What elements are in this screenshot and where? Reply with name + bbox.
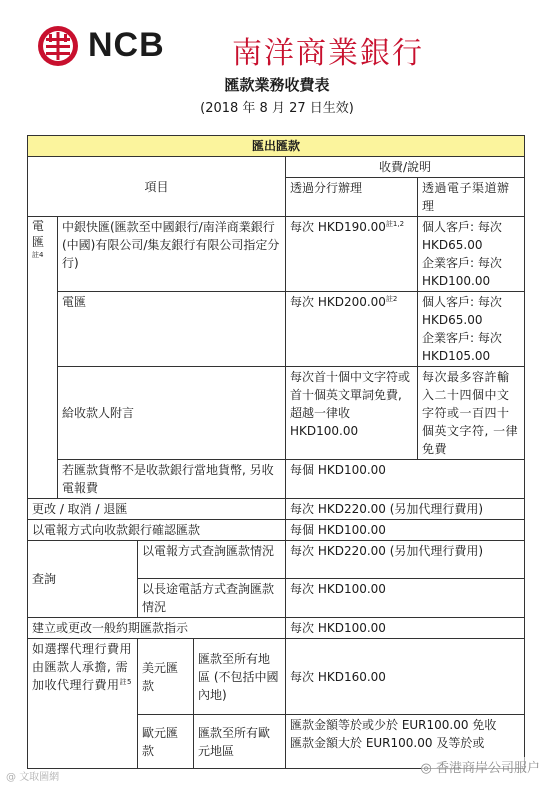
ebank-fee-cell	[418, 217, 525, 292]
fee-cell: 每次 HKD220.00 (另加代理行費用)	[286, 541, 525, 579]
weibo-icon: @	[6, 772, 16, 783]
watermark-right	[421, 757, 541, 776]
ebank-line: 企業客戶: 每次	[422, 331, 502, 345]
ebank-line: 個人客戶: 每次	[422, 220, 502, 234]
tt-label: 電匯	[32, 219, 45, 249]
fee-cell: 每次 HKD100.00	[286, 618, 525, 639]
table-row	[28, 499, 525, 520]
document-title: 匯款業務收費表	[224, 76, 330, 94]
item-cell: 中銀快匯(匯款至中國銀行/南洋商業銀行(中國)有限公司/集友銀行有限公司指定分行)	[58, 217, 286, 292]
watermark-left-text: 文取圖網	[19, 772, 60, 783]
agent-fee-label-text: 如選擇代理行費用由匯款人承擔, 需加收代理行費用	[32, 642, 133, 692]
item-cell: 以電報方式向收款銀行確認匯款	[28, 520, 286, 541]
ebank-line: HKD65.00	[422, 238, 483, 252]
currency-cell: 歐元匯款	[138, 715, 194, 769]
item-cell: 更改 / 取消 / 退匯	[28, 499, 286, 520]
wechat-icon: ◎	[420, 761, 432, 776]
table-row	[28, 367, 525, 460]
table-row	[28, 541, 525, 579]
fee-line: 匯款金額大於 EUR100.00 及等於或	[290, 736, 485, 750]
fee-note: 註1,2	[385, 220, 405, 228]
ebank-fee-cell: 每次最多容許輸入二十四個中文字符或一百四十個英文字符, 一律免費	[418, 367, 525, 460]
document-subtitle: (2018 年 8 月 27 日生效)	[200, 101, 354, 116]
table-row	[28, 520, 525, 541]
table-row	[28, 618, 525, 639]
ebank-line: HKD100.00	[422, 274, 491, 288]
item-cell: 以長途電話方式查詢匯款情況	[138, 579, 286, 618]
fee-cell: 每次 HKD220.00 (另加代理行費用)	[286, 499, 525, 520]
table-header-row	[28, 157, 525, 178]
fee-cell: 每個 HKD100.00	[286, 460, 525, 499]
ebank-line: 個人客戶: 每次	[422, 295, 502, 309]
bank-header	[36, 22, 516, 71]
header-ebank: 透過電子渠道辦理	[418, 178, 525, 217]
ncb-logo-icon	[36, 24, 80, 68]
item-cell: 電匯	[58, 292, 286, 367]
brand-name-cn: 南洋商業銀行	[232, 36, 424, 71]
branch-fee-cell: 每次首十個中文字符或首十個英文單詞免費, 超越一律收 HKD100.00	[286, 367, 418, 460]
fee-cell: 每個 HKD100.00	[286, 520, 525, 541]
section-header-row	[28, 136, 525, 157]
fee-line: 匯款金額等於或少於 EUR100.00 免收	[290, 718, 497, 732]
fee-note: 註2	[385, 295, 398, 303]
ebank-line: HKD65.00	[422, 313, 483, 327]
fee-table	[27, 135, 525, 769]
section-title: 匯出匯款	[28, 136, 525, 157]
ebank-fee-cell	[418, 292, 525, 367]
tt-note: 註4	[32, 251, 44, 259]
agent-fee-label	[28, 639, 138, 769]
header-branch: 透過分行辦理	[286, 178, 418, 217]
area-cell: 匯款至所有地區 (不包括中國內地)	[194, 639, 286, 715]
branch-fee-cell	[286, 217, 418, 292]
fee-cell: 每次 HKD100.00	[286, 579, 525, 618]
item-cell: 以電報方式查詢匯款情況	[138, 541, 286, 579]
header-fee: 收費/說明	[286, 157, 525, 178]
branch-fee-cell	[286, 292, 418, 367]
agent-fee-note: 註5	[119, 678, 132, 686]
currency-cell: 美元匯款	[138, 639, 194, 715]
watermark-right-text: 香港商岸公司服户	[435, 761, 540, 776]
watermark-left	[6, 768, 59, 783]
area-cell: 匯款至所有歐元地區	[194, 715, 286, 769]
branch-fee-text: 每次 HKD190.00	[290, 220, 386, 234]
inquiry-label: 查詢	[28, 541, 138, 618]
fee-cell: 每次 HKD160.00	[286, 639, 525, 715]
table-row	[28, 460, 525, 499]
table-row	[28, 217, 525, 292]
branch-fee-text: 每次 HKD200.00	[290, 295, 386, 309]
table-row	[28, 639, 525, 715]
item-cell: 給收款人附言	[58, 367, 286, 460]
tt-group-label	[28, 217, 58, 499]
item-cell: 建立或更改一般約期匯款指示	[28, 618, 286, 639]
header-item: 項目	[28, 157, 286, 217]
ebank-line: 企業客戶: 每次	[422, 256, 502, 270]
table-row	[28, 292, 525, 367]
brand-logo-text: NCB	[88, 26, 165, 64]
item-cell: 若匯款貨幣不是收款銀行當地貨幣, 另收電報費	[58, 460, 286, 499]
ebank-line: HKD105.00	[422, 349, 491, 363]
